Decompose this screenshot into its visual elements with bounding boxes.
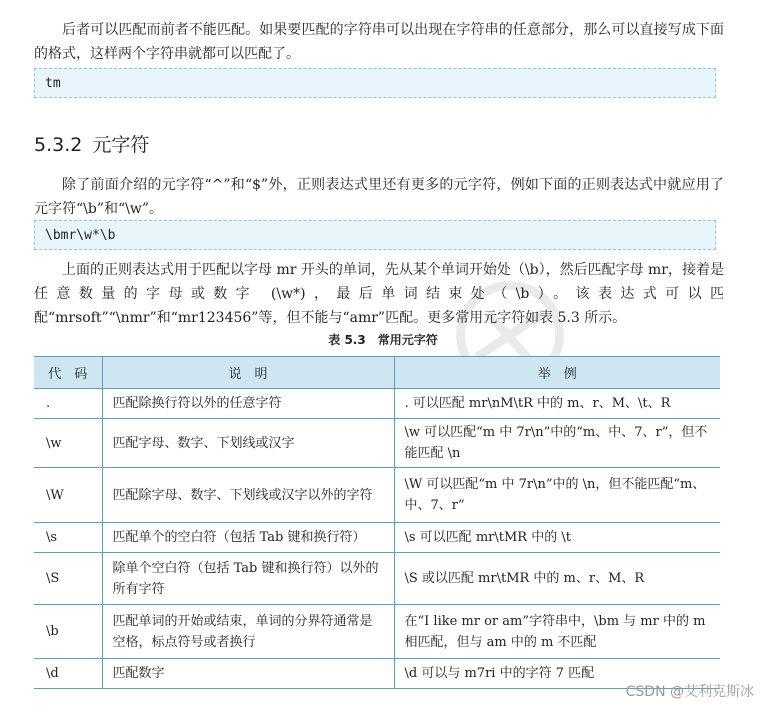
- header-description: 说 明: [102, 357, 394, 389]
- table-header-row: [34, 357, 720, 389]
- cell-example: \w 可以匹配“m 中 7r\n”中的“m、中、7、r”，但不能匹配 \n: [394, 419, 720, 468]
- table-row: [34, 605, 720, 659]
- table-row: [34, 553, 720, 605]
- table-row: [34, 659, 720, 689]
- csdn-watermark: CSDN @艾利克斯冰: [625, 684, 754, 700]
- cell-example: 在“I like mr or am”字符串中，\bm 与 mr 中的 m 相匹配，但与 am 中的 m 不匹配: [394, 605, 720, 659]
- table-caption-title: 常用元字符: [377, 333, 438, 347]
- code-block-tm: tm: [34, 68, 716, 98]
- table-row: [34, 419, 720, 468]
- header-example: 举 例: [394, 357, 720, 389]
- cell-example: . 可以匹配 mr\nM\tR 中的 m、r、M、\t、R: [394, 389, 720, 419]
- cell-code: \b: [34, 605, 102, 659]
- regex-explanation-paragraph: 上面的正则表达式用于匹配以字母 mr 开头的单词，先从某个单词开始处（\b），然后匹配字母 mr，接着是任意数量的字母或数字 (\w*)，最后单词结束处（\b）。该表达式可以匹配“mrsoft”“\nmr”和“mr123456”等，但不能与“amr”匹配。更多常用元字符如表 5.3 所示。: [34, 262, 724, 326]
- metachar-table: [34, 356, 720, 689]
- cell-description: 匹配单个的空白符（包括 Tab 键和换行符）: [102, 523, 394, 553]
- table-row: [34, 468, 720, 523]
- cell-code: .: [34, 389, 102, 419]
- cell-code: \S: [34, 553, 102, 605]
- table-caption-number: 表 5.3: [328, 333, 366, 347]
- cell-description: 匹配除字母、数字、下划线或汉字以外的字符: [102, 468, 394, 523]
- cell-example: \W 可以匹配“m 中 7r\n”中的 \n，但不能匹配“m、中、7、r”: [394, 468, 720, 523]
- cell-code: \s: [34, 523, 102, 553]
- cell-code: \d: [34, 659, 102, 689]
- cell-code: \W: [34, 468, 102, 523]
- section-heading: [34, 130, 149, 157]
- cell-code: \w: [34, 419, 102, 468]
- header-code: 代 码: [34, 357, 102, 389]
- cell-description: 匹配除换行符以外的任意字符: [102, 389, 394, 419]
- intro-paragraph: 后者可以匹配而前者不能匹配。如果要匹配的字符串可以出现在字符串的任意部分，那么可以直接写成下面的格式，这样两个字符串就都可以匹配了。: [34, 22, 724, 62]
- cell-example: \d 可以与 m7ri 中的字符 7 匹配: [394, 659, 720, 689]
- table-row: [34, 523, 720, 553]
- cell-example: \s 可以匹配 mr\tMR 中的 \t: [394, 523, 720, 553]
- cell-description: 匹配单词的开始或结束，单词的分界符通常是空格，标点符号或者换行: [102, 605, 394, 659]
- cell-example: \S 或以匹配 mr\tMR 中的 m、r、M、R: [394, 553, 720, 605]
- table-row: [34, 389, 720, 419]
- section-number: 5.3.2: [34, 134, 83, 156]
- cell-description: 匹配字母、数字、下划线或汉字: [102, 419, 394, 468]
- table-caption: [0, 331, 766, 348]
- code-block-regex: \bmr\w*\b: [34, 220, 716, 250]
- section-title: 元字符: [92, 134, 150, 156]
- metachar-intro-paragraph: 除了前面介绍的元字符“^”和“$”外，正则表达式里还有更多的元字符，例如下面的正则表达式中就应用了元字符“\b”和“\w”。: [34, 177, 724, 217]
- cell-description: 匹配数字: [102, 659, 394, 689]
- cell-description: 除单个空白符（包括 Tab 键和换行符）以外的所有字符: [102, 553, 394, 605]
